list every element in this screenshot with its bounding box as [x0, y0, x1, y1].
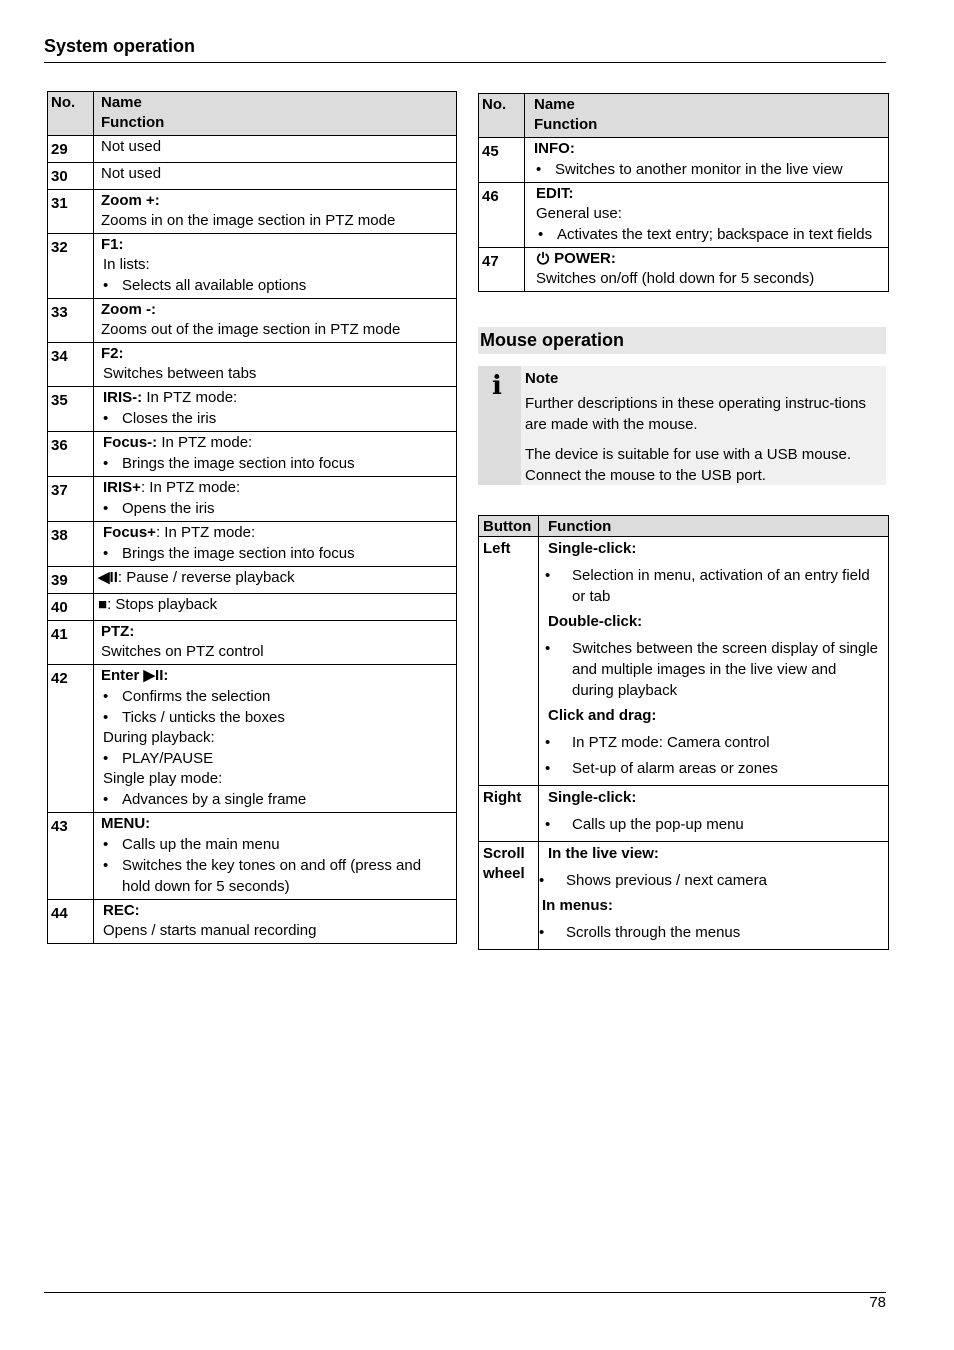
- table-row: [48, 299, 457, 343]
- key-description: General use:: [536, 205, 622, 222]
- col-header-no: No.: [479, 94, 525, 138]
- key-function-table-left: [47, 91, 457, 944]
- page-header-title: System operation: [44, 36, 196, 56]
- key-description: : Pause / reverse playback: [117, 569, 295, 586]
- table-row: [48, 813, 457, 900]
- mouse-button-left: Left: [479, 537, 539, 786]
- row-number: 33: [48, 299, 94, 343]
- key-description: Switches on/off (hold down for 5 seconds): [536, 270, 815, 287]
- key-name: Focus+: [103, 524, 156, 541]
- note-paragraph: The device is suitable for use with a USB mouse. Connect the mouse to the USB port.: [525, 446, 851, 484]
- key-name: MENU:: [101, 815, 151, 832]
- action-heading: In menus:: [542, 897, 613, 914]
- table-row: [48, 900, 457, 944]
- col-header-name: Name: [534, 96, 575, 113]
- key-name: PTZ:: [101, 623, 135, 640]
- bullet-item: • Selects all available options: [122, 275, 449, 296]
- row-text: Not used: [94, 163, 457, 190]
- action-heading: Double-click:: [548, 613, 643, 630]
- key-name: F1:: [101, 236, 124, 253]
- table-row: [48, 190, 457, 234]
- table-row: [48, 567, 457, 594]
- button-label-line: wheel: [483, 865, 525, 882]
- key-description: In PTZ mode:: [142, 389, 238, 406]
- note-content: [525, 368, 881, 495]
- row-number: 39: [48, 567, 94, 594]
- table-row: [479, 138, 889, 183]
- row-number: 43: [48, 813, 94, 900]
- col-header-no: No.: [48, 92, 94, 136]
- row-number: 36: [48, 432, 94, 477]
- bullet-item: • In PTZ mode: Camera control: [572, 732, 881, 753]
- key-description: : Stops playback: [107, 596, 218, 613]
- key-name: F2:: [101, 345, 124, 362]
- bullet-item: • Switches the key tones on and off (press and hold down for 5 seconds): [122, 855, 449, 897]
- key-name: IRIS-:: [103, 389, 143, 406]
- row-number: 31: [48, 190, 94, 234]
- bullet-item: • Set-up of alarm areas or zones: [572, 758, 881, 779]
- table-row: [479, 842, 889, 950]
- row-number: 42: [48, 665, 94, 813]
- bullet-item: • Calls up the pop-up menu: [572, 814, 881, 835]
- table-row: [479, 537, 889, 786]
- col-header-name-function: [94, 92, 457, 136]
- power-icon: [536, 251, 550, 265]
- col-header-function: Function: [539, 516, 889, 537]
- row-number: 38: [48, 522, 94, 567]
- bullet-item: • Closes the iris: [122, 408, 449, 429]
- row-number: 44: [48, 900, 94, 944]
- key-name: INFO:: [534, 140, 575, 157]
- key-description: Switches between tabs: [103, 365, 257, 382]
- key-description: : In PTZ mode:: [140, 479, 241, 496]
- row-number: 47: [479, 248, 525, 292]
- footer-divider: [44, 1292, 886, 1293]
- pause-reverse-icon: ◀II: [98, 569, 118, 586]
- col-header-function: Function: [534, 116, 598, 133]
- table-row: [48, 387, 457, 432]
- key-name: IRIS+: [103, 479, 141, 496]
- table-row: [48, 522, 457, 567]
- row-number: 29: [48, 136, 94, 163]
- col-header-function: Function: [101, 114, 165, 131]
- bullet-item: • Switches to another monitor in the live view: [555, 159, 881, 180]
- button-label-line: Scroll: [483, 845, 525, 862]
- bullet-item: • Ticks / unticks the boxes: [122, 707, 449, 728]
- bullet-item: • Shows previous / next camera: [566, 870, 881, 891]
- sub-heading: Single play mode:: [103, 770, 223, 787]
- section-heading-mouse-operation: Mouse operation: [478, 327, 886, 354]
- bullet-item: • Advances by a single frame: [122, 789, 449, 810]
- row-text: Not used: [94, 136, 457, 163]
- key-description: In PTZ mode:: [157, 434, 253, 451]
- bullet-item: • Brings the image section into focus: [122, 453, 449, 474]
- table-row: [479, 248, 889, 292]
- key-function-table-right: [478, 93, 889, 292]
- mouse-button-right: Right: [479, 786, 539, 842]
- bullet-item: • Brings the image section into focus: [122, 543, 449, 564]
- action-heading: In the live view:: [548, 845, 659, 862]
- key-name: Focus-:: [103, 434, 158, 451]
- table-row: [479, 786, 889, 842]
- key-description: : In PTZ mode:: [155, 524, 256, 541]
- bullet-item: • Activates the text entry; backspace in text fields: [557, 224, 881, 245]
- table-row: [48, 136, 457, 163]
- bullet-item: • PLAY/PAUSE: [122, 748, 449, 769]
- key-name: Zoom -:: [101, 301, 156, 318]
- row-number: 40: [48, 594, 94, 621]
- mouse-function-table: [478, 515, 889, 950]
- key-description: In lists:: [103, 256, 150, 273]
- header-divider: [44, 62, 886, 63]
- table-header-row: [479, 94, 889, 138]
- row-number: 30: [48, 163, 94, 190]
- note-box: [478, 366, 886, 485]
- key-name: Zoom +:: [101, 192, 160, 209]
- table-row: [48, 163, 457, 190]
- stop-icon: ■: [98, 596, 108, 613]
- table-row: [48, 432, 457, 477]
- table-row: [48, 343, 457, 387]
- row-number: 32: [48, 234, 94, 299]
- table-header-row: [479, 516, 889, 537]
- col-header-name-function: [525, 94, 889, 138]
- sub-heading: During playback:: [103, 729, 215, 746]
- bullet-item: • Opens the iris: [122, 498, 449, 519]
- table-row: [48, 234, 457, 299]
- row-number: 34: [48, 343, 94, 387]
- action-heading: Single-click:: [548, 540, 637, 557]
- key-name: EDIT:: [536, 185, 574, 202]
- key-description: Switches on PTZ control: [101, 643, 264, 660]
- note-icon-column: [478, 366, 521, 485]
- info-icon: i: [492, 371, 502, 401]
- bullet-item: • Switches between the screen display of single and multiple images in the live view and during playback: [572, 638, 881, 701]
- page-number: 78: [869, 1294, 886, 1311]
- key-description: Opens / starts manual recording: [103, 922, 317, 939]
- action-heading: Single-click:: [548, 789, 637, 806]
- row-number: 41: [48, 621, 94, 665]
- note-title: Note: [525, 370, 559, 387]
- row-number: 45: [479, 138, 525, 183]
- table-header-row: [48, 92, 457, 136]
- bullet-item: • Confirms the selection: [122, 686, 449, 707]
- table-row: [48, 594, 457, 621]
- row-number: 35: [48, 387, 94, 432]
- col-header-name: Name: [101, 94, 142, 111]
- table-row: [48, 665, 457, 813]
- key-description: Zooms in on the image section in PTZ mode: [101, 212, 396, 229]
- row-number: 46: [479, 183, 525, 248]
- bullet-item: • Selection in menu, activation of an entry field or tab: [572, 565, 881, 607]
- action-heading: Click and drag:: [548, 707, 657, 724]
- col-header-button: Button: [479, 516, 539, 537]
- table-row: [48, 621, 457, 665]
- mouse-button-scroll-wheel: [479, 842, 539, 950]
- key-description: Zooms out of the image section in PTZ mode: [101, 321, 401, 338]
- table-row: [479, 183, 889, 248]
- row-number: 37: [48, 477, 94, 522]
- table-row: [48, 477, 457, 522]
- bullet-item: • Calls up the main menu: [122, 834, 449, 855]
- bullet-item: • Scrolls through the menus: [566, 922, 881, 943]
- note-paragraph: Further descriptions in these operating instruc-tions are made with the mouse.: [525, 395, 867, 433]
- key-name: Enter ▶II:: [101, 667, 169, 684]
- key-name: REC:: [103, 902, 140, 919]
- key-name: POWER:: [554, 250, 616, 267]
